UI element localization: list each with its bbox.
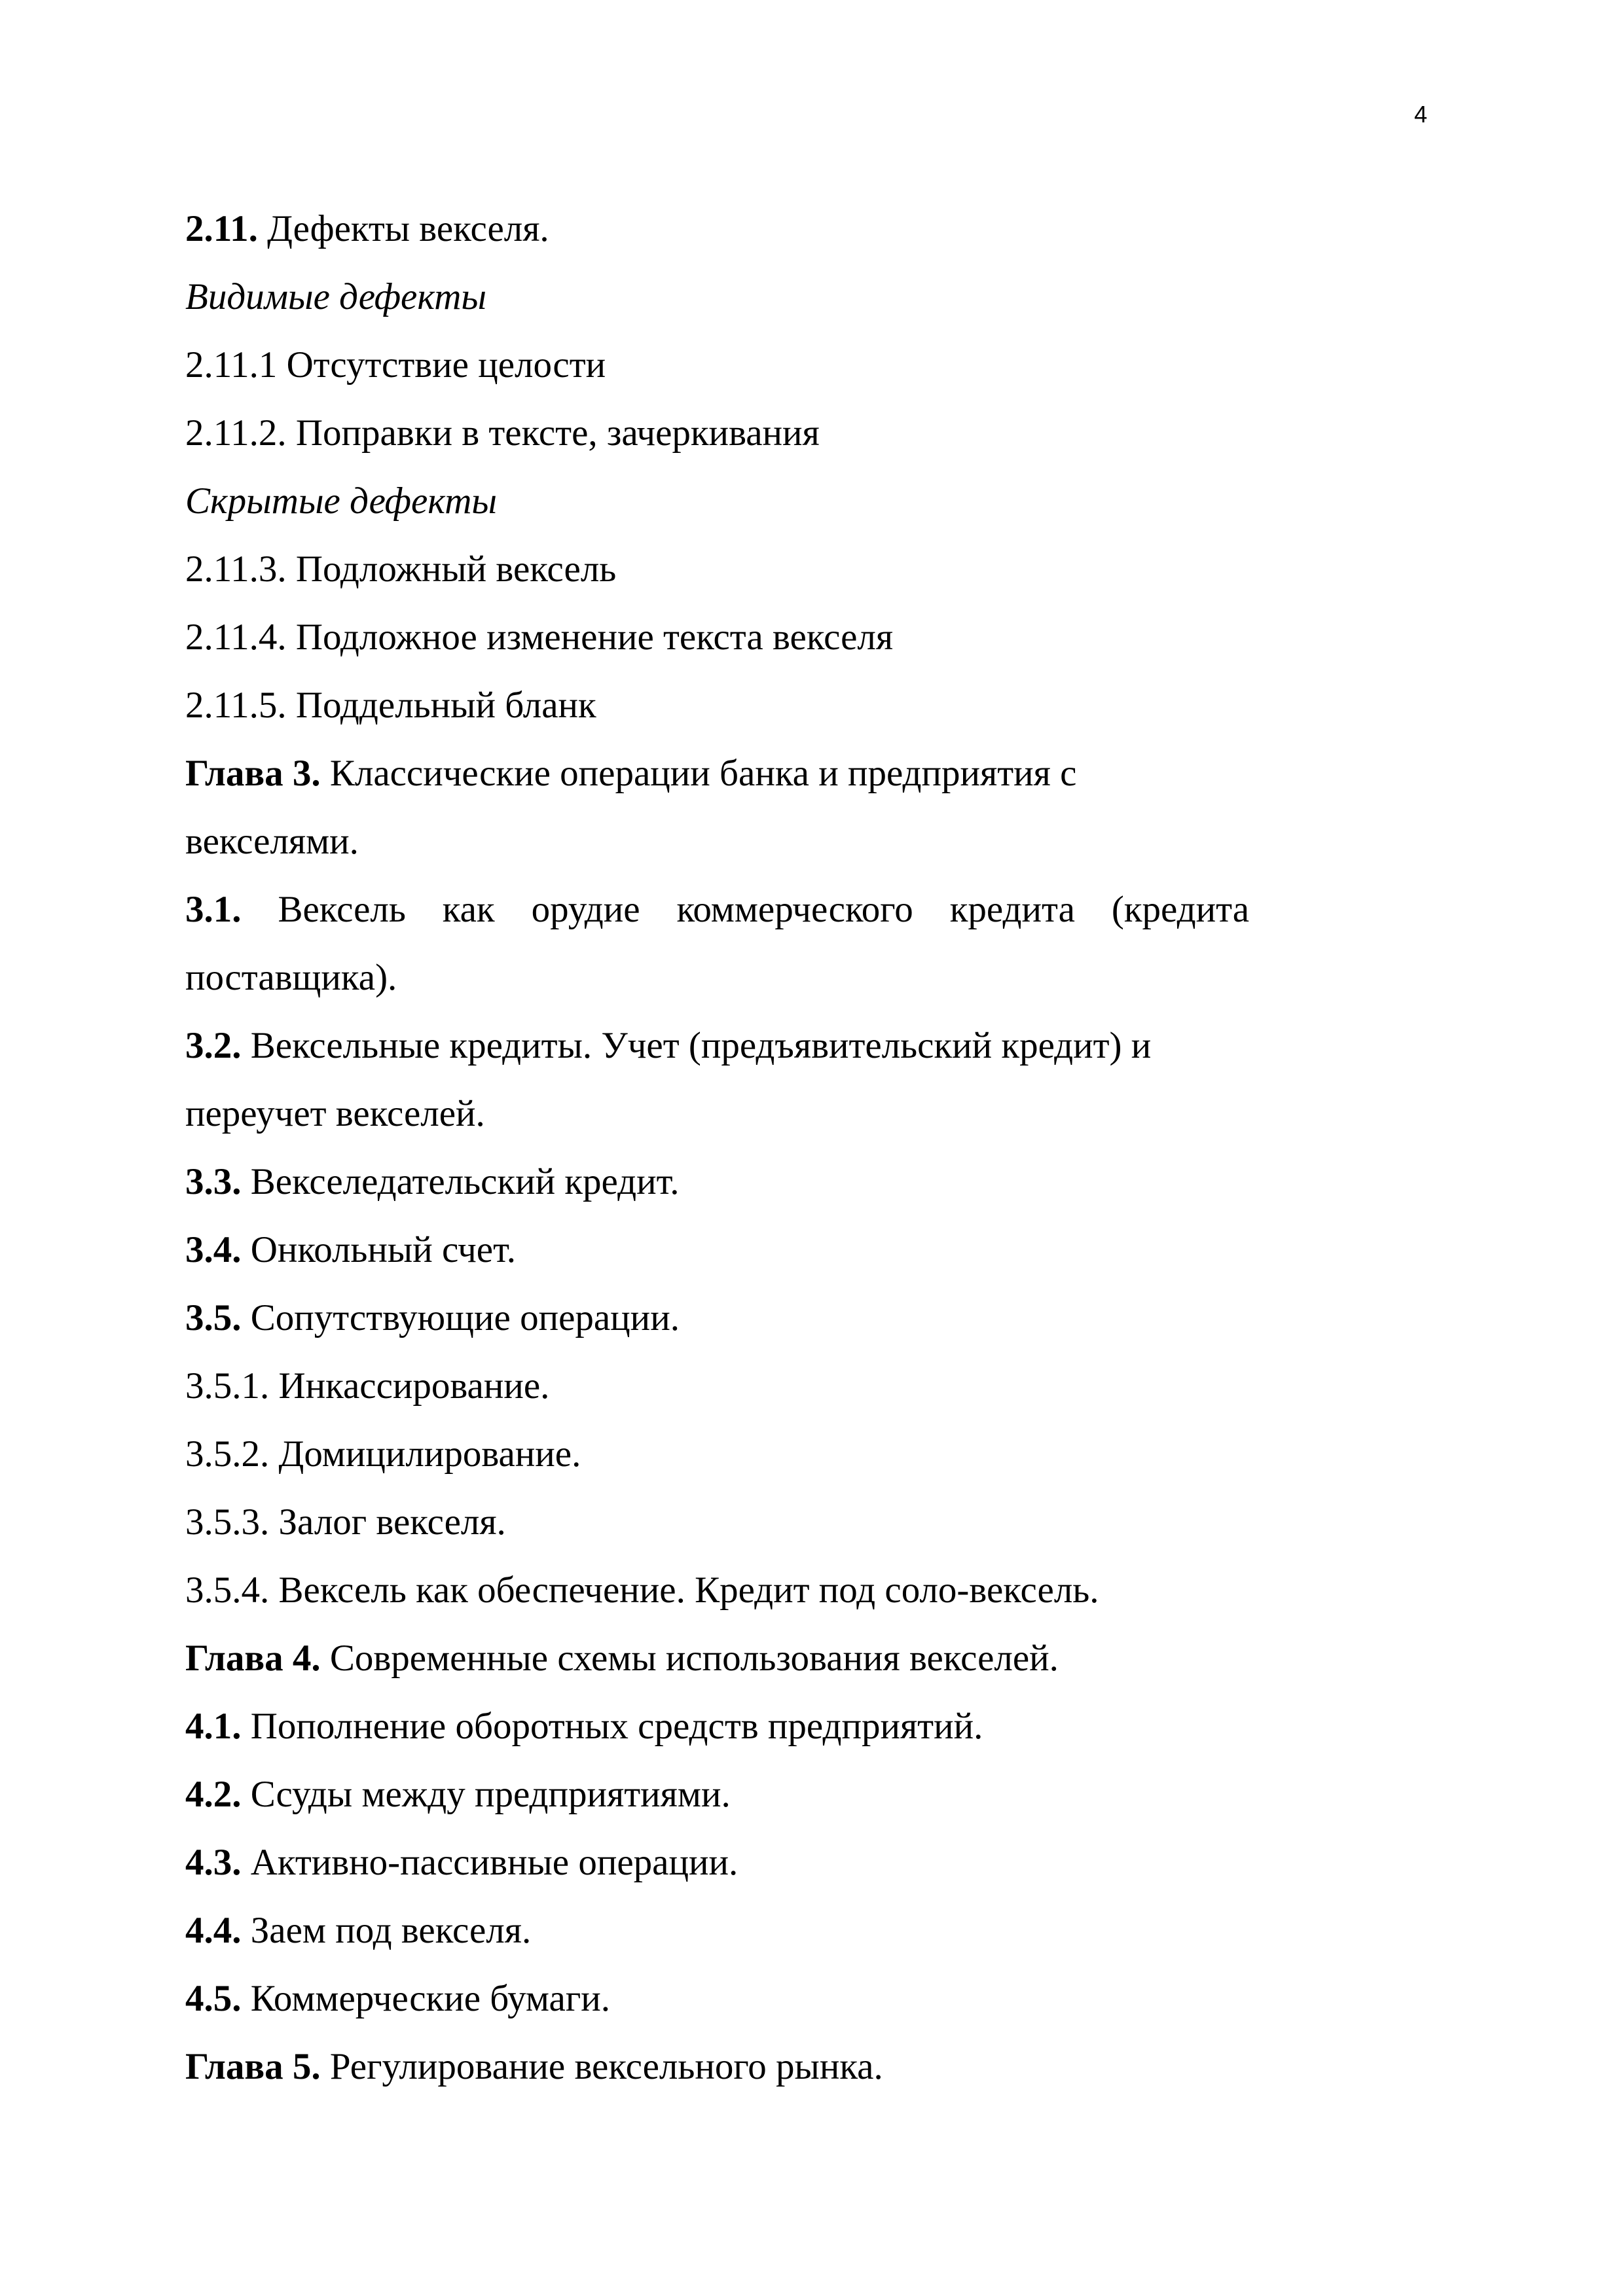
toc-number: 3.5. bbox=[185, 1297, 242, 1338]
toc-line: 2.11.3. Подложный вексель bbox=[185, 548, 617, 590]
toc-number: Глава 3. bbox=[185, 753, 321, 794]
toc-title: Коммерческие бумаги. bbox=[241, 1978, 610, 2019]
toc-chapter bbox=[185, 1624, 1249, 1693]
toc-line: поставщика). bbox=[185, 957, 397, 998]
toc-line bbox=[185, 1012, 1249, 1080]
toc-title: Регулирование вексельного рынка. bbox=[320, 2046, 883, 2087]
toc-title: Активно-пассивные операции. bbox=[241, 1842, 739, 1883]
toc-line: переучет векселей. bbox=[185, 1093, 485, 1134]
toc-number: 4.1. bbox=[185, 1706, 242, 1747]
toc-line: 2.11.5. Поддельный бланк bbox=[185, 685, 596, 726]
toc-line: 3.5.1. Инкассирование. bbox=[185, 1365, 550, 1407]
toc-number: 4.5. bbox=[185, 1978, 242, 2019]
toc-line: 3.5.3. Залог векселя. bbox=[185, 1501, 506, 1543]
toc-line: 2.11.1 Отсутствие целости bbox=[185, 344, 606, 386]
toc-title: Онкольный счет. bbox=[241, 1229, 516, 1270]
toc-subheading: Видимые дефекты bbox=[185, 276, 487, 317]
toc-line: 2.11.2. Поправки в тексте, зачеркивания bbox=[185, 412, 820, 454]
toc-line bbox=[185, 876, 1249, 944]
toc-title: Векселедательский кредит. bbox=[241, 1161, 680, 1202]
table-of-contents bbox=[185, 195, 1249, 2101]
toc-line: векселями. bbox=[185, 821, 359, 862]
toc-line: 3.5.4. Вексель как обеспечение. Кредит под соло-вексель. bbox=[185, 1570, 1099, 1611]
toc-line bbox=[185, 1897, 1249, 1965]
toc-line bbox=[185, 195, 1249, 263]
toc-title: Заем под векселя. bbox=[241, 1910, 532, 1951]
toc-line: 2.11.4. Подложное изменение текста векселя bbox=[185, 617, 894, 658]
toc-line bbox=[185, 1761, 1249, 1829]
toc-line: 3.5.2. Домицилирование. bbox=[185, 1433, 581, 1475]
toc-title: Классические операции банка и предприятия с bbox=[320, 753, 1077, 794]
toc-title: Ссуды между предприятиями. bbox=[241, 1774, 731, 1815]
toc-line bbox=[185, 1829, 1249, 1897]
toc-chapter bbox=[185, 740, 1249, 808]
toc-title: Вексельные кредиты. Учет (предъявительский кредит) и bbox=[241, 1025, 1152, 1066]
toc-number: 2.11. bbox=[185, 208, 258, 249]
toc-title: Дефекты векселя. bbox=[257, 208, 549, 249]
toc-number: Глава 5. bbox=[185, 2046, 321, 2087]
toc-line bbox=[185, 1284, 1249, 1352]
toc-number: Глава 4. bbox=[185, 1638, 321, 1679]
toc-line bbox=[185, 1148, 1249, 1216]
toc-number: 4.4. bbox=[185, 1910, 242, 1951]
toc-title: Современные схемы использования векселей. bbox=[320, 1638, 1059, 1679]
toc-title: Пополнение оборотных средств предприятий. bbox=[241, 1706, 983, 1747]
toc-title: Вексель как орудие коммерческого кредита (кредита bbox=[241, 889, 1249, 930]
toc-title: Сопутствующие операции. bbox=[241, 1297, 680, 1338]
toc-number: 4.2. bbox=[185, 1774, 242, 1815]
toc-line bbox=[185, 1216, 1249, 1284]
toc-number: 3.1. bbox=[185, 889, 242, 930]
toc-line bbox=[185, 1965, 1249, 2033]
toc-chapter bbox=[185, 2033, 1249, 2101]
toc-number: 3.2. bbox=[185, 1025, 242, 1066]
toc-line bbox=[185, 1693, 1249, 1761]
toc-number: 3.3. bbox=[185, 1161, 242, 1202]
toc-subheading: Скрытые дефекты bbox=[185, 480, 497, 522]
toc-number: 3.4. bbox=[185, 1229, 242, 1270]
page-number: 4 bbox=[1414, 101, 1428, 128]
toc-number: 4.3. bbox=[185, 1842, 242, 1883]
